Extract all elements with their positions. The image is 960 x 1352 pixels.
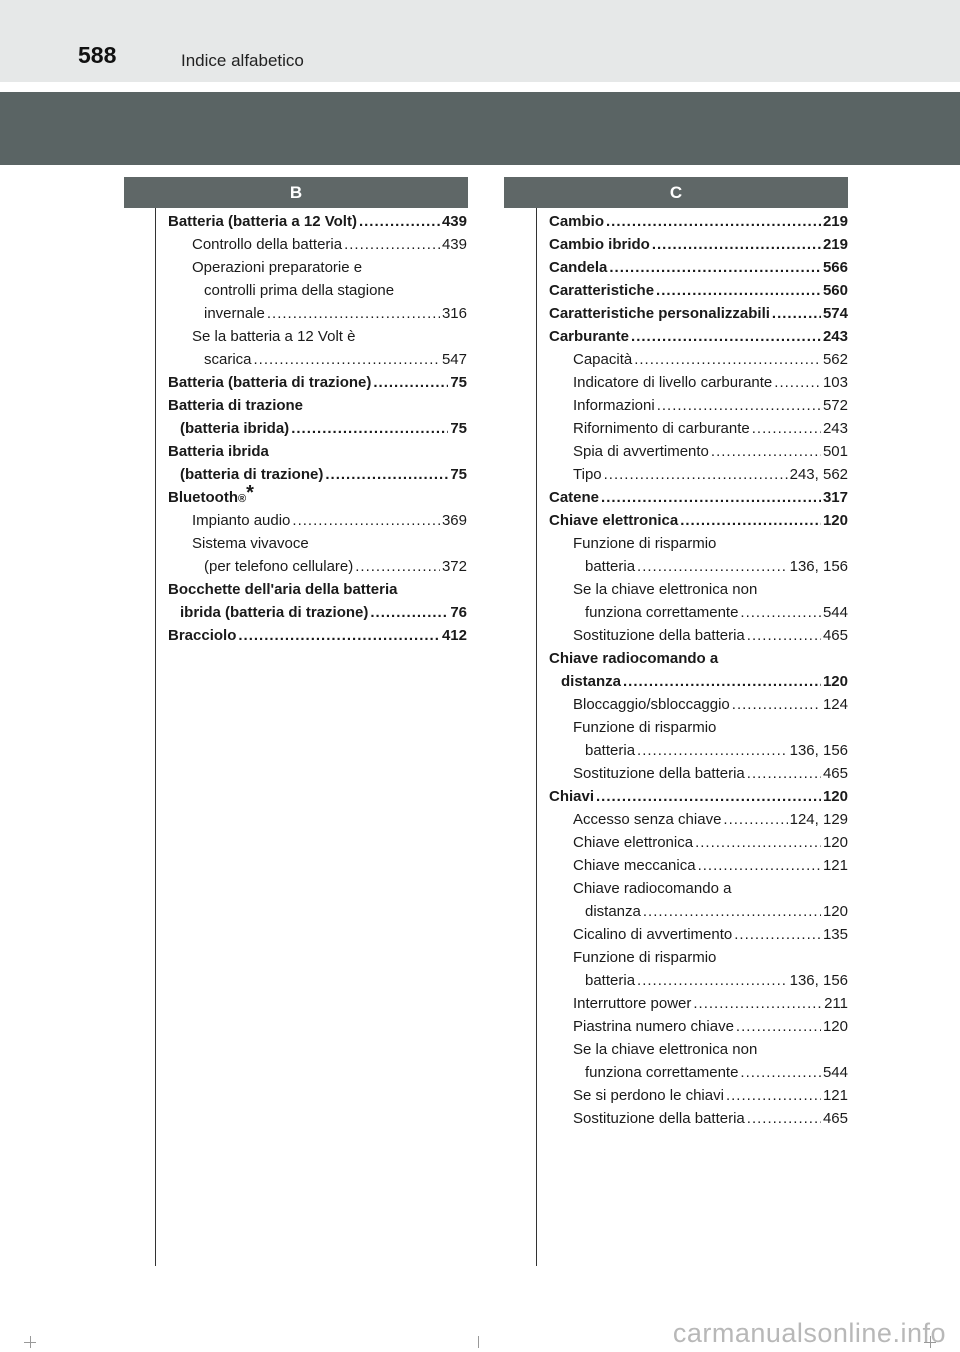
index-entry [573,348,848,371]
dot-leader [355,555,440,578]
index-term: controlli prima della stagione [204,282,395,299]
page-reference: 75 [450,466,467,483]
index-entry [573,371,848,394]
index-entry [573,1038,848,1061]
dot-leader [711,440,821,463]
dot-leader [656,279,821,302]
index-entry [561,670,848,693]
index-entry [573,440,848,463]
index-entry [180,601,467,624]
index-term: Chiavi [549,788,595,805]
index-entry [573,394,848,417]
dot-leader [370,601,448,624]
index-term: Indicatore di livello carburante [573,374,773,391]
page-reference: 369 [441,512,467,529]
dot-leader [344,233,440,256]
index-entry: Bluetooth ® * [168,486,467,509]
index-entry [549,325,848,348]
dot-leader [604,463,788,486]
page-reference: 243, 562 [789,466,848,483]
page-reference: 439 [441,236,467,253]
page-reference: 124, 129 [789,811,848,828]
index-term: Bracciolo [168,627,237,644]
dot-leader [596,785,821,808]
index-term: Funzione di risparmio [573,535,717,552]
page-reference: 121 [822,857,848,874]
page-reference: 124 [822,696,848,713]
index-entry [192,256,467,279]
page-reference: 412 [441,627,467,644]
index-term: Caratteristiche personalizzabili [549,305,770,322]
index-term: ibrida (batteria di trazione) [180,604,369,621]
page-reference: 120 [822,1018,848,1035]
page-reference: 136, 156 [789,558,848,575]
index-term: invernale [204,305,265,322]
index-term: Chiave elettronica [549,512,679,529]
index-entry [573,1107,848,1130]
page-reference: 317 [822,489,848,506]
index-term: Impianto audio [192,512,291,529]
dot-leader [267,302,440,325]
index-entry [573,417,848,440]
index-term: Funzione di risparmio [573,949,717,966]
index-entry [573,1084,848,1107]
index-entry [573,831,848,854]
index-term: Cicalino di avvertimento [573,926,733,943]
dot-leader [695,831,821,854]
dot-leader [325,463,448,486]
index-entry [204,348,467,371]
index-entry [549,233,848,256]
index-entry [204,555,467,578]
dot-leader [292,509,440,532]
index-entry [573,624,848,647]
column-rule-b [155,208,156,1266]
dot-leader [238,624,440,647]
index-entry [549,256,848,279]
dot-leader [740,601,821,624]
index-entry [192,532,467,555]
dot-leader [747,624,821,647]
crop-mark [24,1342,36,1343]
page-header [0,0,960,82]
page-reference: 547 [441,351,467,368]
dot-leader [736,1015,821,1038]
index-term: distanza [585,903,641,920]
index-entry [180,417,467,440]
index-term: Tipo [573,466,602,483]
index-entry [573,762,848,785]
page-reference: 219 [822,236,848,253]
page-reference: 566 [822,259,848,276]
index-term: batteria [585,558,636,575]
index-term: (batteria ibrida) [180,420,290,437]
dot-leader [291,417,448,440]
watermark-text: carmanualsonline.info [672,1318,946,1348]
page-reference: 103 [822,374,848,391]
dot-leader [747,1107,821,1130]
dot-leader [734,923,821,946]
page-reference: 544 [822,1064,848,1081]
page-reference: 135 [822,926,848,943]
index-term: Batteria di trazione [168,397,304,414]
index-term: Chiave radiocomando a [549,650,719,667]
index-entry [192,509,467,532]
index-entry [549,785,848,808]
index-entry [573,877,848,900]
dot-leader [774,371,821,394]
index-entry [549,486,848,509]
index-entry [549,647,848,670]
index-entry [204,279,467,302]
page-reference: 75 [450,420,467,437]
index-entry [573,532,848,555]
index-term: Se la chiave elettronica non [573,581,758,598]
page-reference: 501 [822,443,848,460]
page-reference: 560 [822,282,848,299]
index-entry [585,1061,848,1084]
page-reference: 136, 156 [789,742,848,759]
dot-leader [732,693,821,716]
index-term: Catene [549,489,600,506]
page-reference: 120 [822,788,848,805]
index-term: Sostituzione della batteria [573,627,745,644]
index-entry [549,302,848,325]
index-entry [168,371,467,394]
index-entry [573,463,848,486]
index-term: Cambio ibrido [549,236,650,253]
page-reference: 219 [822,213,848,230]
index-term: scarica [204,351,252,368]
index-entry [168,210,467,233]
index-entry [168,578,467,601]
index-term: funziona correttamente [585,604,739,621]
dot-leader [606,210,821,233]
column-rule-c [536,208,537,1266]
page-reference: 120 [822,903,848,920]
index-term: Spia di avvertimento [573,443,709,460]
dot-leader [740,1061,821,1084]
index-entry [549,210,848,233]
dot-leader [623,670,821,693]
index-term: Se si perdono le chiavi [573,1087,724,1104]
dot-leader [254,348,440,371]
index-entry [585,900,848,923]
index-entry [585,739,848,762]
index-term: Bocchette dell'aria della batteria [168,581,398,598]
index-term: Accesso senza chiave [573,811,722,828]
dot-leader [359,210,440,233]
dot-leader [637,969,788,992]
dot-leader [609,256,821,279]
index-entry [192,233,467,256]
section-header-b: B [124,177,468,208]
index-entry [549,279,848,302]
index-entry [168,394,467,417]
index-entry [573,1015,848,1038]
index-column-b [168,210,467,647]
index-entry [168,440,467,463]
index-entry [573,693,848,716]
dot-leader [698,854,821,877]
dot-leader [373,371,448,394]
page-reference: 316 [441,305,467,322]
page-reference: 136, 156 [789,972,848,989]
index-term: Interruttore power [573,995,692,1012]
index-term: distanza [561,673,622,690]
index-entry [549,509,848,532]
dot-leader [652,233,821,256]
index-term: Batteria ibrida [168,443,269,460]
page-reference: 465 [822,1110,848,1127]
page-reference: 439 [441,213,467,230]
page-reference: 120 [822,512,848,529]
index-term: Bluetooth [168,489,238,506]
page-reference: 243 [822,328,848,345]
index-column-c [549,210,848,1130]
index-term: Se la batteria a 12 Volt è [192,328,356,345]
chapter-banner [0,92,960,165]
page-reference: 120 [822,673,848,690]
dot-leader [680,509,821,532]
index-entry [573,716,848,739]
page-number: 588 [78,42,117,68]
index-entry [585,601,848,624]
dot-leader [631,325,821,348]
index-entry [585,555,848,578]
dot-leader [752,417,821,440]
page-reference: 372 [441,558,467,575]
index-entry [573,992,848,1015]
page-reference: 76 [450,604,467,621]
index-term: Sostituzione della batteria [573,765,745,782]
index-term: Capacità [573,351,633,368]
index-term: Carburante [549,328,630,345]
page-reference: 121 [822,1087,848,1104]
page-reference: 465 [822,765,848,782]
page-reference: 120 [822,834,848,851]
index-entry [573,946,848,969]
index-term: Sostituzione della batteria [573,1110,745,1127]
index-entry [585,969,848,992]
index-entry [573,808,848,831]
dot-leader [637,739,788,762]
index-term: Controllo della batteria [192,236,343,253]
page-reference: 544 [822,604,848,621]
index-term: batteria [585,972,636,989]
crop-mark [478,1336,479,1348]
index-term: Cambio [549,213,605,230]
index-entry [204,302,467,325]
index-term: Operazioni preparatorie e [192,259,363,276]
dot-leader [637,555,788,578]
dot-leader [657,394,821,417]
dot-leader [772,302,821,325]
index-entry [180,463,467,486]
index-term: Candela [549,259,608,276]
index-term: (batteria di trazione) [180,466,324,483]
section-header-c: C [504,177,848,208]
index-term: Se la chiave elettronica non [573,1041,758,1058]
dot-leader [634,348,821,371]
page-reference: 562 [822,351,848,368]
dot-leader [747,762,821,785]
page-reference: 211 [824,995,848,1012]
index-term: Chiave elettronica [573,834,694,851]
index-term: Batteria (batteria di trazione) [168,374,372,391]
dot-leader [601,486,821,509]
page-title: Indice alfabetico [181,51,304,70]
index-term: Chiave meccanica [573,857,696,874]
index-term: Chiave radiocomando a [573,880,732,897]
index-term: Rifornimento di carburante [573,420,750,437]
index-term: Caratteristiche [549,282,655,299]
page-reference: 465 [822,627,848,644]
index-term: funziona correttamente [585,1064,739,1081]
index-entry [168,624,467,647]
index-term: Bloccaggio/sbloccaggio [573,696,730,713]
dot-leader [723,808,787,831]
index-entry [573,578,848,601]
index-term: Informazioni [573,397,655,414]
index-entry [573,854,848,877]
page-reference: 75 [450,374,467,391]
dot-leader [726,1084,821,1107]
index-term: Batteria (batteria a 12 Volt) [168,213,357,230]
page-reference: 243 [822,420,848,437]
page-reference: 572 [822,397,848,414]
page-reference: 574 [822,305,848,322]
index-term: Funzione di risparmio [573,719,717,736]
index-term: Sistema vivavoce [192,535,309,552]
dot-leader [643,900,821,923]
index-term: (per telefono cellulare) [204,558,354,575]
index-term: batteria [585,742,636,759]
index-entry [573,923,848,946]
dot-leader [693,992,822,1015]
index-entry [192,325,467,348]
index-term: Piastrina numero chiave [573,1018,734,1035]
